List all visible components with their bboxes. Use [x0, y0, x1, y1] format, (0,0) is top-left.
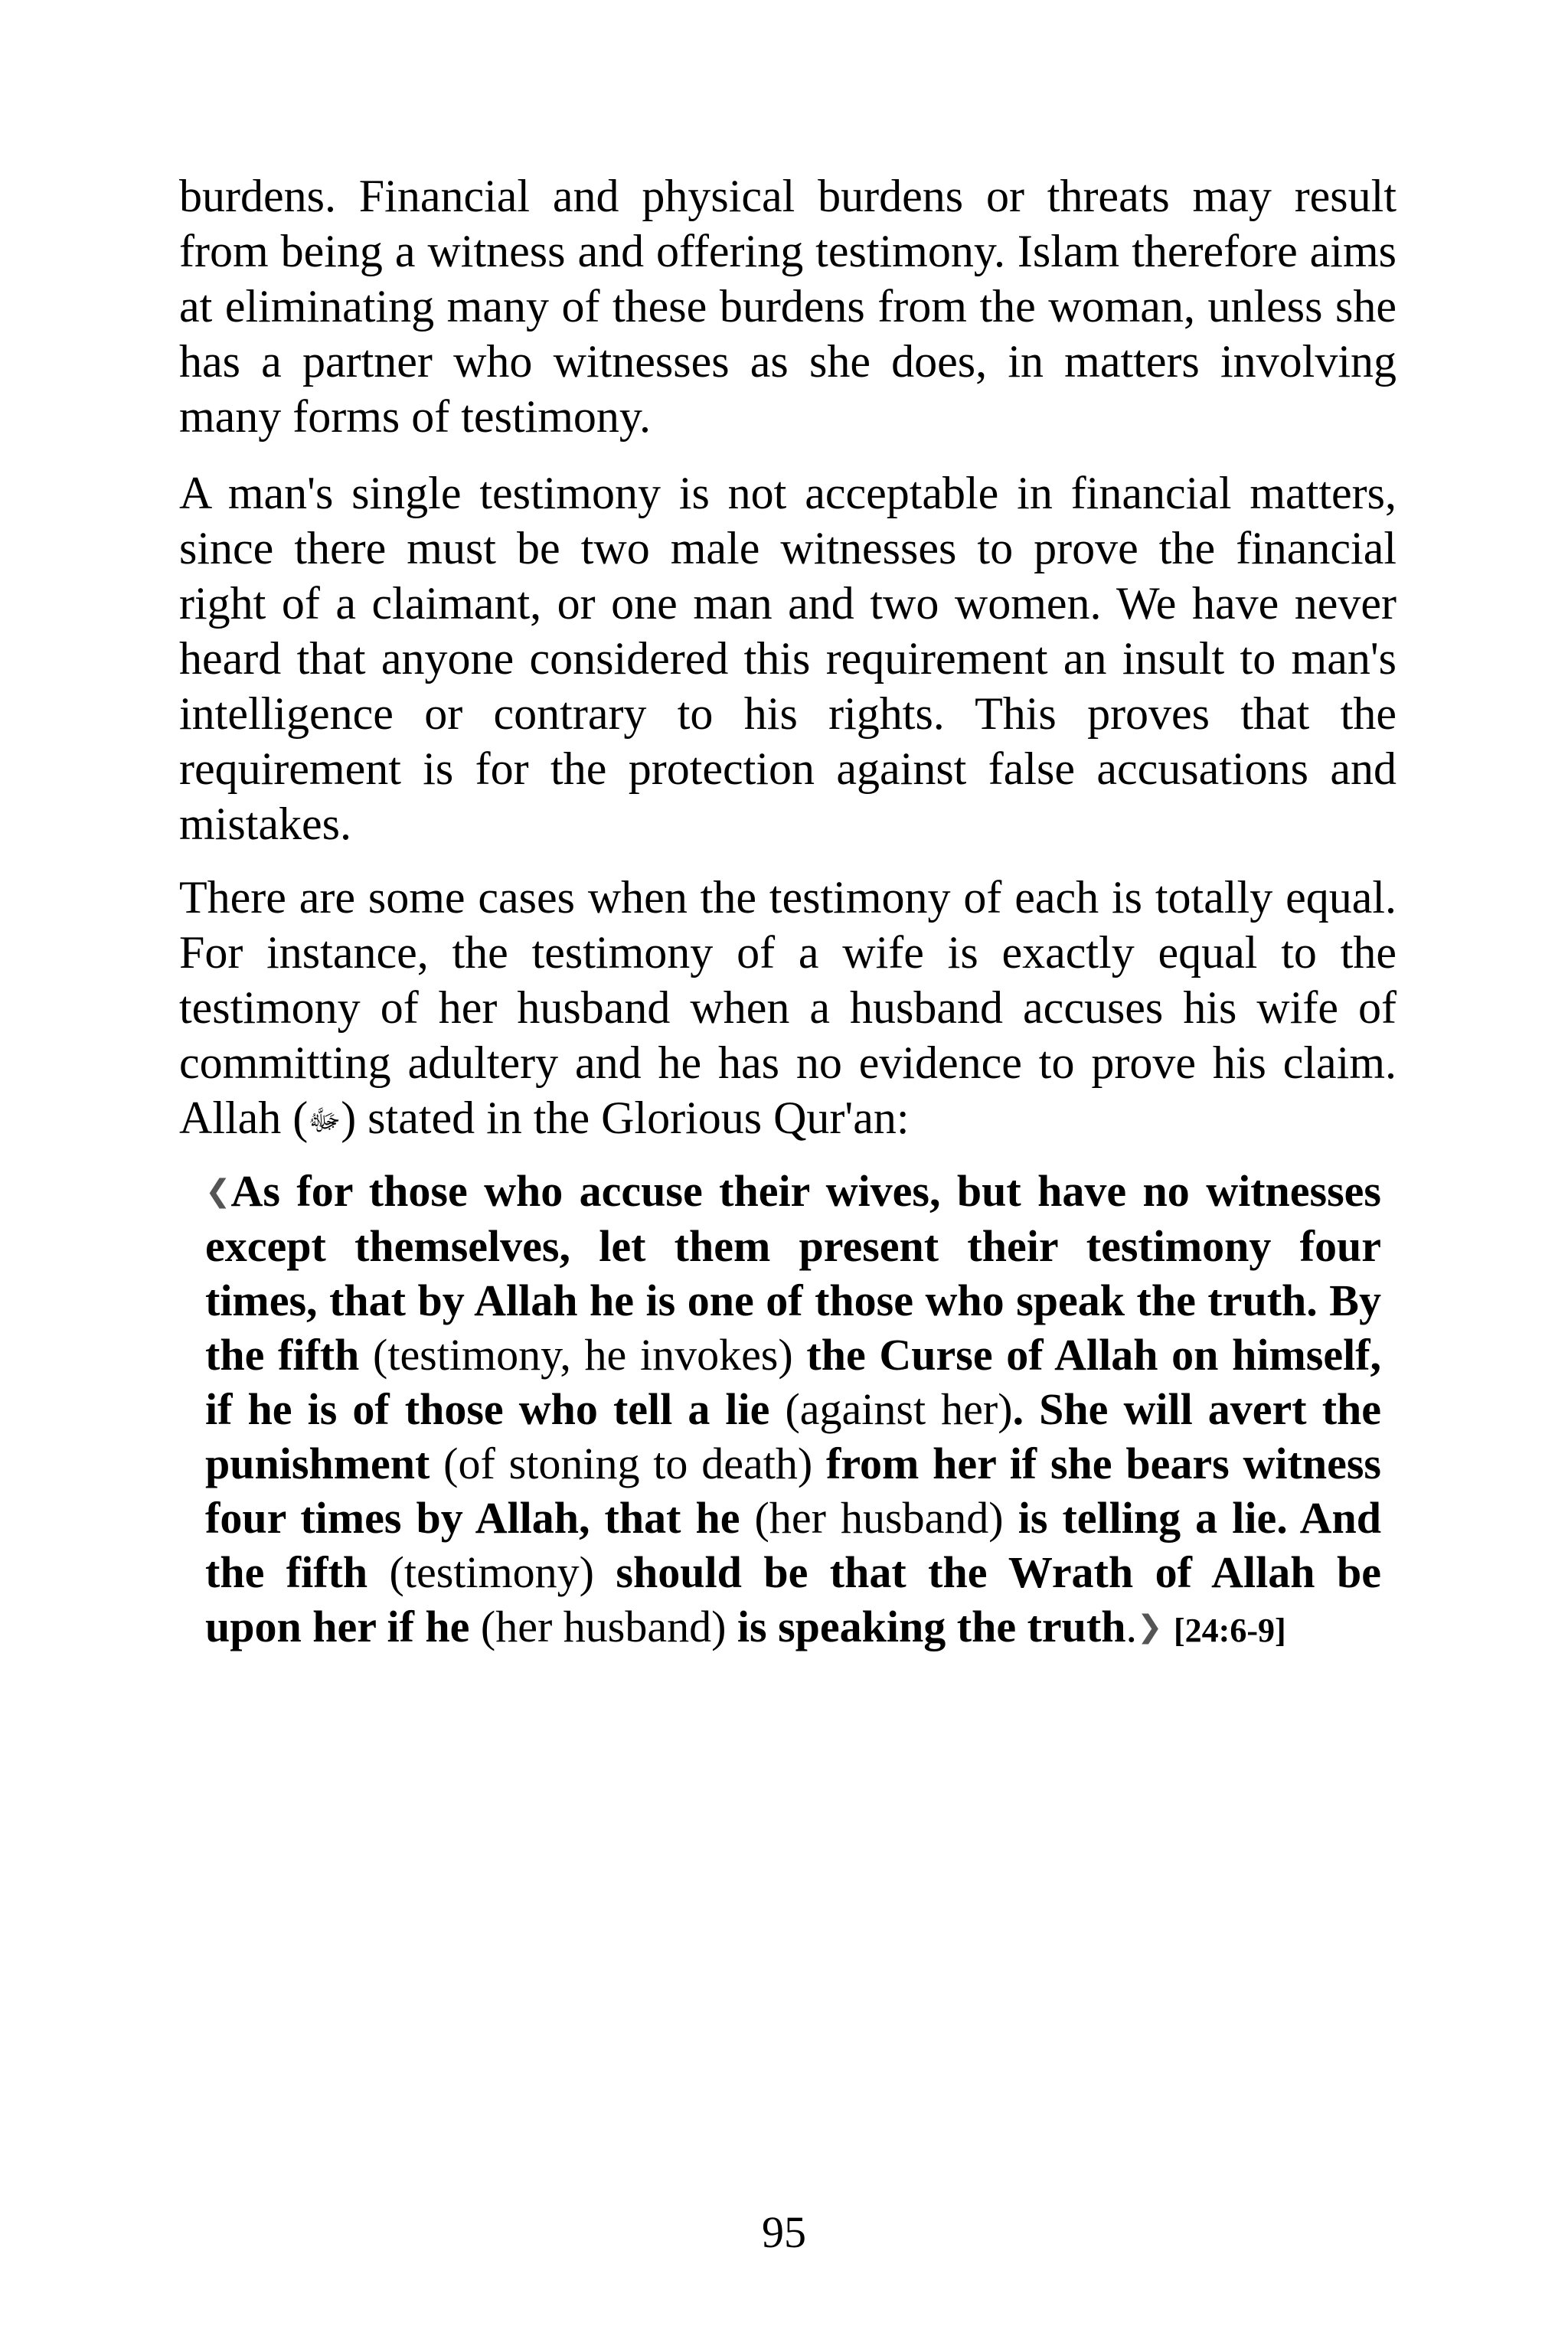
quote-bold-segment: from her if she bears witness four times by Allah, that he [205, 1439, 1381, 1543]
quote-bold-segment: is telling a lie. And the fifth [205, 1493, 1381, 1597]
quote-regular-segment: . [1125, 1602, 1138, 1651]
paragraph [179, 870, 1396, 1148]
open-bracket-icon: ❮ [205, 1174, 231, 1209]
quote-regular-segment: (testimony, he invokes) [359, 1330, 807, 1380]
quote-regular-segment: (against her) [769, 1384, 1013, 1434]
paragraph: burdens. Financial and physical burdens or threats may result from being a witness and offering testimony. Islam therefore aims at eliminating many of these burdens from the woman, unless she has a partner who witnesses as she does, in matters involving many forms of testimony. [179, 171, 1396, 442]
verse-reference: [24:6-9] [1174, 1612, 1286, 1649]
quote-regular-segment: (her husband) [740, 1493, 1018, 1543]
quote-bold-segment: is speaking the truth [737, 1602, 1126, 1651]
honorific-glyph: ﷻ [308, 1103, 341, 1137]
quote-bold-segment: should be that the Wrath of Allah be upon her if he [205, 1547, 1381, 1651]
quote-regular-segment: (testimony) [368, 1547, 616, 1597]
quote-bold-segment: . She will avert the punishment [205, 1384, 1382, 1488]
paragraph-text: There are some cases when the testimony of each is totally equal. For instance, the testimony of a wife is exactly equal to the testimony of her husband when a husband accuses his wife of committing adultery and he has no evidence to prove his claim. Allah ( [179, 872, 1396, 1143]
page-number: 95 [762, 2207, 806, 2257]
quote-bold-segment: the Curse of Allah on himself, if he is of those who tell a lie [205, 1330, 1382, 1434]
quote-regular-segment: (her husband) [469, 1602, 737, 1651]
quote-regular-segment: (of stoning to death) [430, 1439, 826, 1488]
quran-quote [205, 1164, 1381, 1658]
quote-body [205, 1166, 1381, 1651]
close-bracket-icon: ❯ [1137, 1609, 1163, 1645]
paragraph-text: ) stated in the Glorious Qur'an: [341, 1093, 910, 1143]
paragraph: A man's single testimony is not acceptable in financial matters, since there must be two male witnesses to prove the financial right of a claimant, or one man and two women. We have never heard that anyone considered this requirement an insult to man's intelligence or contrary to his rights. This proves that the requirement is for the protection against false accusations and mistakes. [179, 468, 1396, 849]
quote-bold-segment: As for those who accuse their wives, but have no witnesses except themselves, let them present their testimony four times, that by Allah he is one of those who speak the truth. By the fifth [205, 1166, 1381, 1380]
